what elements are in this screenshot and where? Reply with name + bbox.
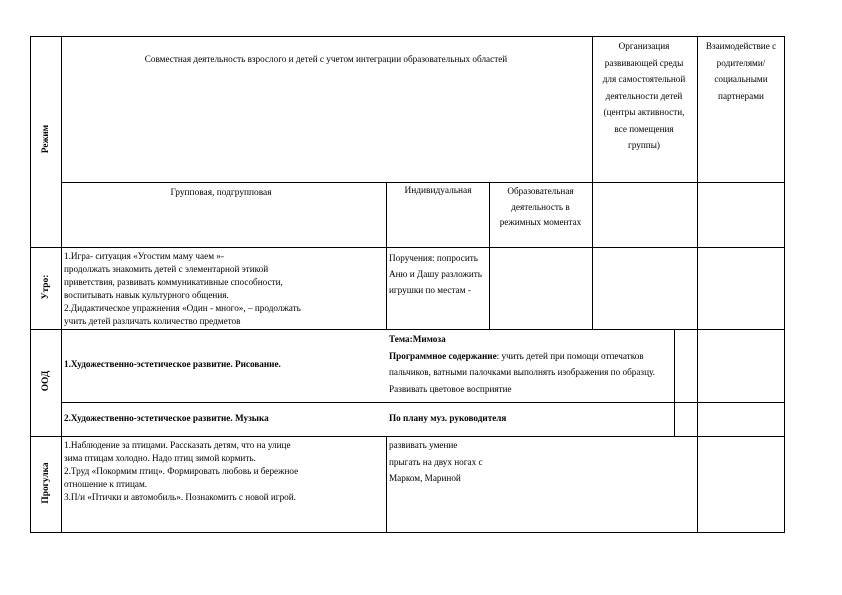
walk-individual-work: развивать умение прыгать на двух ногах с Марком, Мариной xyxy=(389,440,483,483)
walk-label: Прогулка xyxy=(41,462,51,504)
row-divider xyxy=(30,247,785,248)
joint-activity-header: Совместная деятельность взрослого и детей с учетом интеграции образовательных областей xyxy=(144,54,508,64)
program-text: : учить детей при помощи отпечатков пальчиков, ватными палочками выполнять изображения по образцу. Развивать цветовое восприятие xyxy=(389,350,655,394)
text-line: приветствия, развивать коммуникативные способности, xyxy=(64,277,283,287)
row-divider xyxy=(30,329,785,330)
music-plan: По плану муз. руководителя xyxy=(389,413,507,423)
text-line: воспитывать навык культурного общения. xyxy=(64,290,229,300)
program-label: Программное содержание xyxy=(389,350,497,361)
ood-item-1: 1.Художественно-эстетическое развитие. Рисование. xyxy=(64,359,281,369)
text-line: 2.Дидактическое упражнения «Один - много», – продолжать xyxy=(64,303,301,313)
table-border-right xyxy=(784,36,785,533)
row-divider xyxy=(61,182,785,183)
table-border-bottom xyxy=(30,532,785,533)
text-line: продолжать знакомить детей с элементарной этикой xyxy=(64,264,269,274)
morning-individual-work: Поручения: попросить Аню и Дашу разложить игрушки по местам - xyxy=(389,253,482,295)
text-line: учить детей различать количество предметов xyxy=(64,316,241,326)
col-divider xyxy=(489,182,490,329)
ood-lesson-details xyxy=(389,331,677,397)
col-divider xyxy=(386,436,387,533)
text-line: 1.Игра- ситуация «Угостим маму чаем »- xyxy=(64,251,224,261)
table-border-top xyxy=(30,36,785,37)
ood-item-2: 2.Художественно-эстетическое развитие. Музыка xyxy=(64,413,269,423)
lesson-topic: Тема:Мимоза xyxy=(389,334,446,344)
text-line: 1.Наблюдение за птицами. Рассказать детям, что на улице xyxy=(64,440,291,450)
table-border-left xyxy=(30,36,31,533)
individual-header: Индивидуальная xyxy=(404,186,472,196)
group-header: Групповая, подгрупповая xyxy=(170,188,272,198)
row-divider xyxy=(61,402,785,403)
text-line: 2.Труд «Покормим птиц». Формировать любовь и бережное xyxy=(64,466,299,476)
environment-header: Организация развивающей среды для самостоятельной деятельности детей (центры активности, все помещения группы) xyxy=(602,41,686,150)
walk-group-activity xyxy=(64,439,384,504)
morning-group-activity xyxy=(64,250,384,329)
text-line: зима птицам холодно. Надо птиц зимой кормить. xyxy=(64,453,256,463)
interaction-header: Взаимодействие с родителями/ социальными партнерами xyxy=(705,41,777,101)
morning-label: Утро: xyxy=(41,274,51,300)
text-line: отношение к птицам. xyxy=(64,479,148,489)
regime-header: Режим xyxy=(41,124,51,154)
col-divider xyxy=(386,182,387,329)
text-line: 3.П/и «Птички и автомобиль». Познакомить с новой игрой. xyxy=(64,492,296,502)
col-divider xyxy=(61,36,62,533)
educational-header: Образовательная деятельность в режимных моментах xyxy=(499,186,582,227)
col-divider xyxy=(592,36,593,329)
ood-label: ООД xyxy=(41,370,51,392)
col-divider xyxy=(697,36,698,533)
